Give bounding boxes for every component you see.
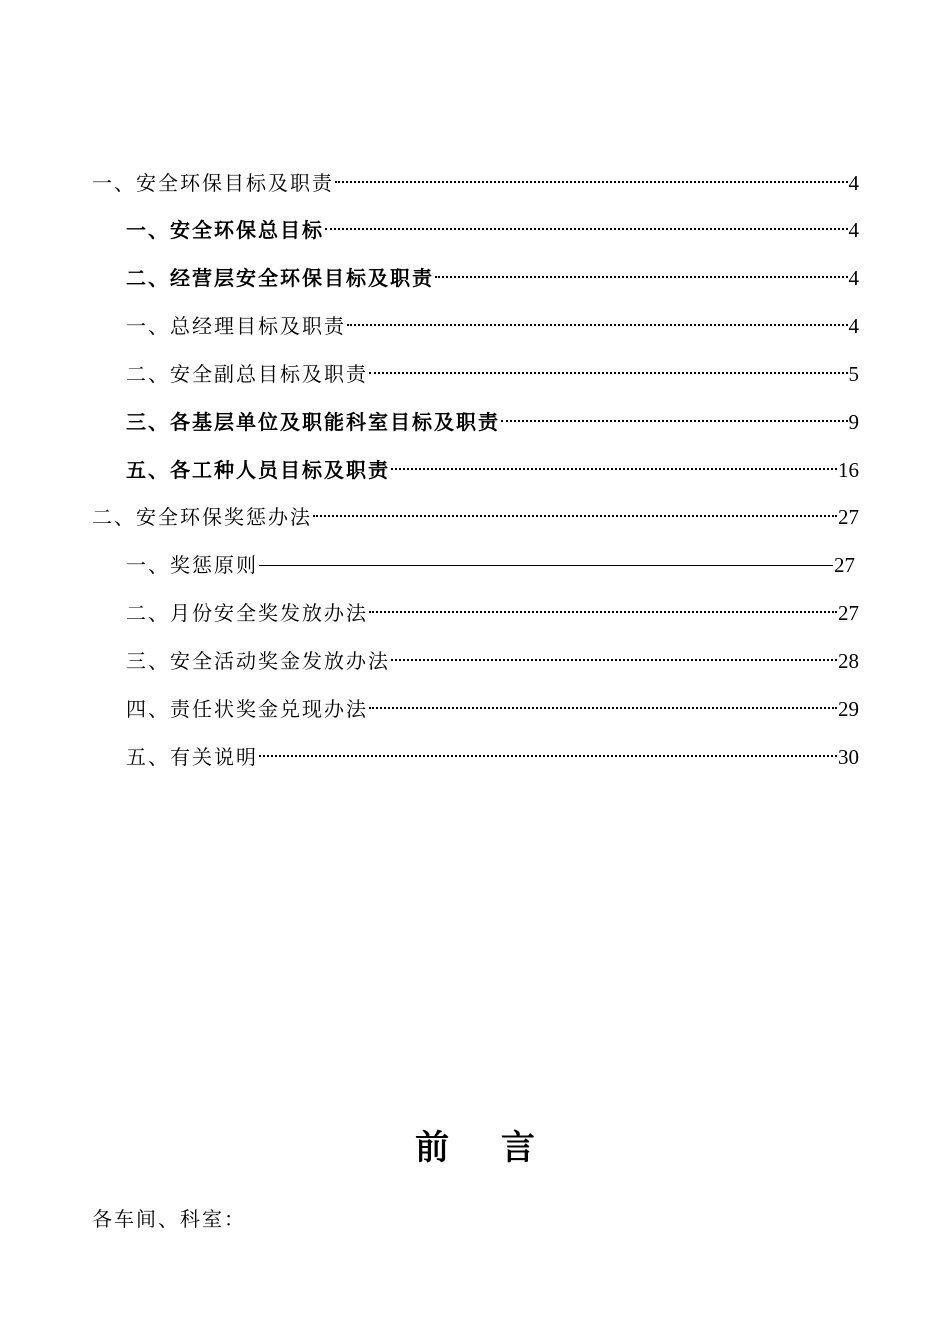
toc-leader-dots [335,160,848,190]
toc-leader-dots [369,351,848,381]
toc-leader-dots [369,686,837,716]
toc-entry-label: 三、安全活动奖金发放办法 [126,649,390,673]
toc-leader-dots [501,399,848,429]
toc-entry-page: 4 [848,218,859,242]
toc-entry[interactable] [126,638,859,673]
toc-entry[interactable] [126,303,859,338]
toc-entry[interactable] [92,494,859,529]
toc-entry-label: 三、各基层单位及职能科室目标及职责 [126,410,500,434]
toc-entry[interactable] [126,351,859,386]
toc-leader-dots [325,207,848,237]
toc-entry-page: 4 [848,171,859,195]
toc-entry-page: 30 [838,745,859,769]
toc-entry-label: 二、经营层安全环保目标及职责 [126,266,434,290]
preface-salutation: 各车间、科室： [92,1207,246,1231]
toc-leader-dots [391,447,837,477]
toc-entry-page: 9 [848,410,859,434]
toc-entry-label: 五、各工种人员目标及职责 [126,458,390,482]
toc-entry-page: 27 [838,601,859,625]
toc-entry-label: 二、安全副总目标及职责 [126,362,368,386]
toc-entry[interactable] [126,542,855,577]
toc-entry[interactable] [126,207,859,242]
toc-entry[interactable] [126,447,859,482]
toc-entry-label: 四、责任状奖金兑现办法 [126,697,368,721]
toc-entry-page: 27 [834,553,855,577]
toc-entry-page: 16 [838,458,859,482]
toc-entry-label: 一、安全环保目标及职责 [92,171,334,195]
toc-entry-label: 一、总经理目标及职责 [126,314,346,338]
toc-leader-dots [435,255,848,285]
toc-entry[interactable] [126,734,859,769]
toc-entry-page: 29 [838,697,859,721]
toc-entry-page: 27 [838,505,859,529]
toc-entry[interactable] [126,590,859,625]
toc-entry-label: 一、奖惩原则 [126,553,258,577]
toc-leader-dots [313,494,837,524]
toc-leader-dots [391,638,837,668]
toc-entry-label: 二、月份安全奖发放办法 [126,601,368,625]
toc-entry[interactable] [126,255,859,290]
toc-entry[interactable] [126,686,859,721]
toc-entry-page: 28 [838,649,859,673]
toc-entry-label: 一、安全环保总目标 [126,218,324,242]
toc-entry-page: 4 [848,266,859,290]
preface-heading: 前 言 [415,1128,555,1168]
toc-entry-label: 五、有关说明 [126,745,258,769]
toc-leader-dots [369,590,837,620]
toc-entry[interactable] [126,399,859,434]
toc-leader-dots [347,303,848,333]
toc-leader-line [259,542,833,572]
toc-entry-page: 5 [848,362,859,386]
toc-entry[interactable] [92,160,859,195]
toc-entry-page: 4 [848,314,859,338]
toc-entry-label: 二、安全环保奖惩办法 [92,505,312,529]
toc-leader-dots [259,734,837,764]
